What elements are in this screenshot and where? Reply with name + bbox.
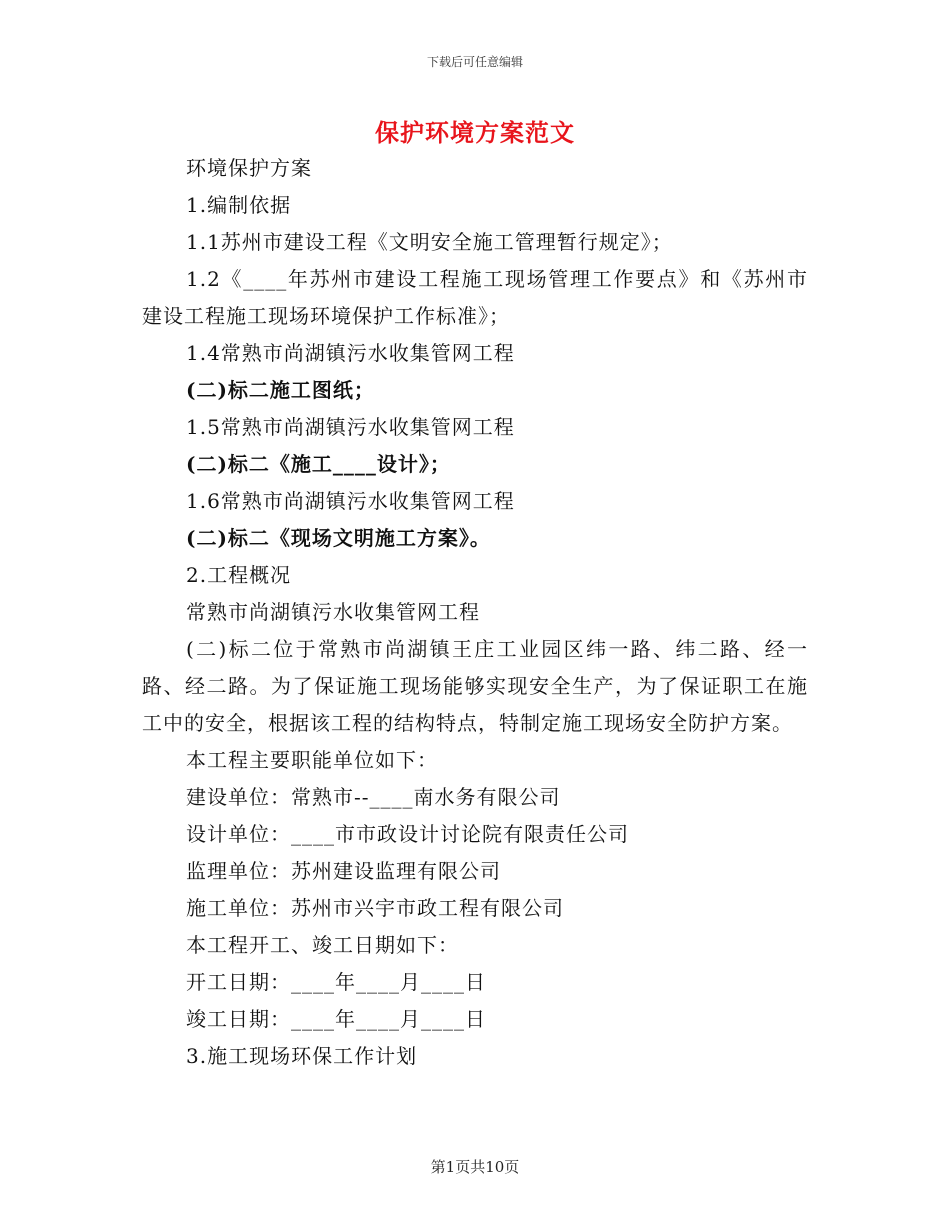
section-heading-1: 1.编制依据 [186,193,292,217]
unit-designer: 设计单位：____市市政设计讨论院有限责任公司 [186,822,629,846]
paragraph-item-bold: (二)标二施工图纸； [186,378,375,402]
paragraph-heading: 环境保护方案 [186,156,312,180]
paragraph-item-bold: (二)标二《施工____设计》； [186,452,451,476]
start-date: 开工日期：____年____月____日 [186,970,486,994]
paragraph-item: 常熟市尚湖镇污水收集管网工程 [186,600,480,624]
paragraph-overview: (二)标二位于常熟市尚湖镇王庄工业园区纬一路、纬二路、经一路、经二路。为了保证施工现场能够实现安全生产，为了保证职工在施工中的安全，根据该工程的结构特点，特制定施工现场安全防护方案。 [142,637,808,735]
paragraph-item: 1.2《____年苏州市建设工程施工现场管理工作要点》和《苏州市建设工程施工现场环境保护工作标准》； [142,267,808,328]
page-header: 下载后可任意编辑 [426,55,523,69]
paragraph-item: 1.5常熟市尚湖镇污水收集管网工程 [186,415,515,439]
paragraph-item: 1.4常熟市尚湖镇污水收集管网工程 [186,341,515,365]
paragraph-item-bold: (二)标二《现场文明施工方案》。 [186,526,491,550]
unit-supervisor: 监理单位：苏州建设监理有限公司 [186,859,501,883]
end-date: 竣工日期：____年____月____日 [186,1007,486,1031]
paragraph-item: 本工程开工、竣工日期如下： [186,933,459,957]
paragraph-item: 本工程主要职能单位如下： [186,748,438,772]
document-body [142,150,808,1075]
paragraph-item: 1.1苏州市建设工程《文明安全施工管理暂行规定》； [186,230,673,254]
unit-constructor: 施工单位：苏州市兴宇市政工程有限公司 [186,896,564,920]
unit-builder: 建设单位：常熟市--____南水务有限公司 [186,785,561,809]
paragraph-item: 1.6常熟市尚湖镇污水收集管网工程 [186,489,515,513]
section-heading-3: 3.施工现场环保工作计划 [186,1044,418,1068]
section-heading-2: 2.工程概况 [186,563,292,587]
page-footer: 第1页共10页 [430,1158,520,1176]
document-title: 保护环境方案范文 [375,118,575,147]
